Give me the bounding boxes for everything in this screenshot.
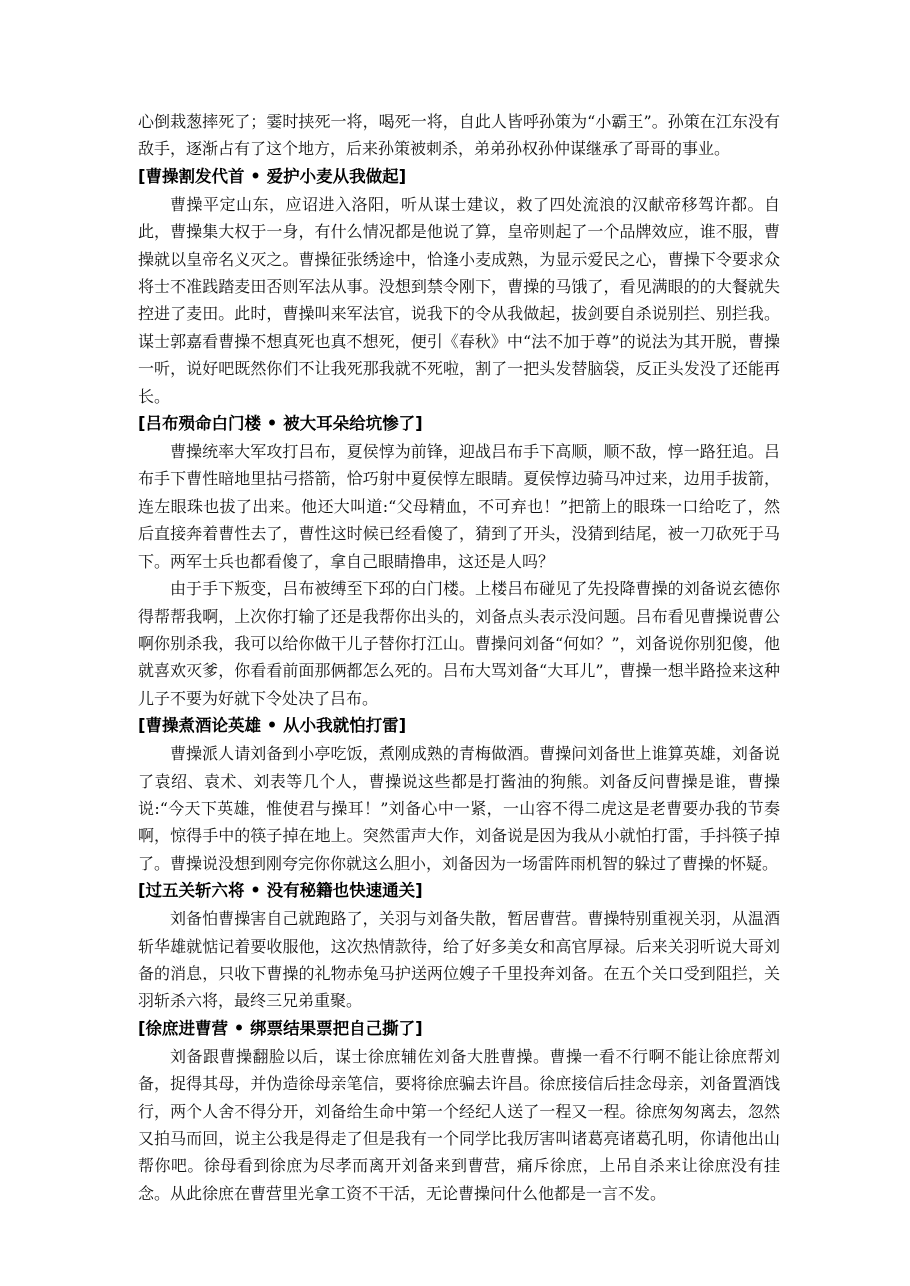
section-paragraph: 曹操派人请刘备到小亭吃饭，煮刚成熟的青梅做酒。曹操问刘备世上谁算英雄，刘备说了袁绍、袁术、刘表等几个人，曹操说这些都是打酱油的狗熊。刘备反问曹操是谁，曹操说:“今天下英雄，惟使君与操耳！”刘备心中一紧，一山容不得二虎这是老曹要办我的节奏啊，惊得手中的筷子掉在地上。突然雷声大作，刘备说是因为我从小就怕打雷，手抖筷子掉了。曹操说没想到刚夸完你你就这么胆小，刘备因为一场雷阵雨机智的躲过了曹操的怀疑。 (138, 744, 780, 873)
section-heading-lv-bu: [吕布殒命白门楼 • 被大耳朵给坑惨了] (138, 414, 423, 434)
section-heading-heroes-wine: [曹操煮酒论英雄 • 从小我就怕打雷] (138, 716, 407, 736)
section-heading-cao-cao-hair: [曹操割发代首 • 爱护小麦从我做起] (138, 166, 407, 186)
section-paragraph: 刘备怕曹操害自己就跑路了，关羽与刘备失散，暂居曹营。曹操特别重视关羽，从温酒斩华雄就惦记着要收服他，这次热情款待，给了好多美女和高官厚禄。后来关羽听说大哥刘备的消息，只收下曹操的礼物赤兔马护送两位嫂子千里投奔刘备。在五个关口受到阻拦，关羽斩杀六将，最终三兄弟重聚。 (138, 909, 780, 1011)
intro-paragraph: 心倒栽葱摔死了；霎时挟死一将，喝死一将，自此人皆呼孙策为“小霸王”。孙策在江东没有敌手，逐渐占有了这个地方，后来孙策被刺杀，弟弟孙权孙仲谋继承了哥哥的事业。 (138, 112, 780, 159)
section-heading-five-passes: [过五关斩六将 • 没有秘籍也快速通关] (138, 881, 423, 901)
section-paragraph: 曹操平定山东，应诏进入洛阳，听从谋士建议，救了四处流浪的汉献帝移驾许都。自此，曹操集大权于一身，有什么情况都是他说了算，皇帝则起了一个品牌效应，谁不服，曹操就以皇帝名义灭之。曹操征张绣途中，恰逢小麦成熟，为显示爱民之心，曹操下令要求众将士不准践踏麦田否则军法从事。没想到禁令刚下，曹操的马饿了，看见满眼的的大餐就失控进了麦田。此时，曹操叫来军法官，说我下的令从我做起，拔剑要自杀说别拦、别拦我。谋士郭嘉看曹操不想真死也真不想死，便引《春秋》中“法不加于尊”的说法为其开脱，曹操一听，说好吧既然你们不让我死那我就不死啦，割了一把头发替脑袋，反正头发没了还能再长。 (138, 194, 780, 406)
section-paragraph: 曹操统率大军攻打吕布，夏侯惇为前锋，迎战吕布手下高顺，顺不敌，惇一路狂追。吕布手下曹性暗地里拈弓搭箭，恰巧射中夏侯惇左眼睛。夏侯惇边骑马冲过来，边用手拔箭，连左眼珠也拔了出来。他还大叫道:“父母精血，不可弃也！”把箭上的眼珠一口给吃了，然后直接奔着曹性去了，曹性这时候已经看傻了，猜到了开头，没猜到结尾，被一刀砍死于马下。两军士兵也都看傻了，拿自己眼睛撸串，这还是人吗？ (138, 442, 780, 571)
section-paragraph: 刘备跟曹操翻脸以后，谋士徐庶辅佐刘备大胜曹操。曹操一看不行啊不能让徐庶帮刘备，捉得其母，并伪造徐母亲笔信，要将徐庶骗去许昌。徐庶接信后挂念母亲，刘备置酒饯行，两个人舍不得分开，刘备给生命中第一个经纪人送了一程又一程。徐庶匆匆离去，忽然又拍马而回，说主公我是得走了但是我有一个同学比我厉害叫诸葛亮诸葛孔明，你请他出山帮你吧。徐母看到徐庶为尽孝而离开刘备来到曹营，痛斥徐庶，上吊自杀来让徐庶没有挂念。从此徐庶在曹营里光拿工资不干活，无论曹操问什么他都是一言不发。 (138, 1046, 780, 1203)
section-paragraph: 由于手下叛变，吕布被缚至下邳的白门楼。上楼吕布碰见了先投降曹操的刘备说玄德你得帮帮我啊，上次你打输了还是我帮你出头的，刘备点头表示没问题。吕布看见曹操说曹公啊你别杀我，我可以给你做干儿子替你打江山。曹操问刘备“何如？”，刘备说你别犯傻，他就喜欢灭爹，你看看前面那俩都怎么死的。吕布大骂刘备“大耳儿”，曹操一想半路捡来这种儿子不要为好就下令处决了吕布。 (138, 579, 780, 708)
section-heading-xu-shu: [徐庶进曹营 • 绑票结果票把自己撕了] (138, 1018, 423, 1038)
document-page (138, 108, 780, 1207)
